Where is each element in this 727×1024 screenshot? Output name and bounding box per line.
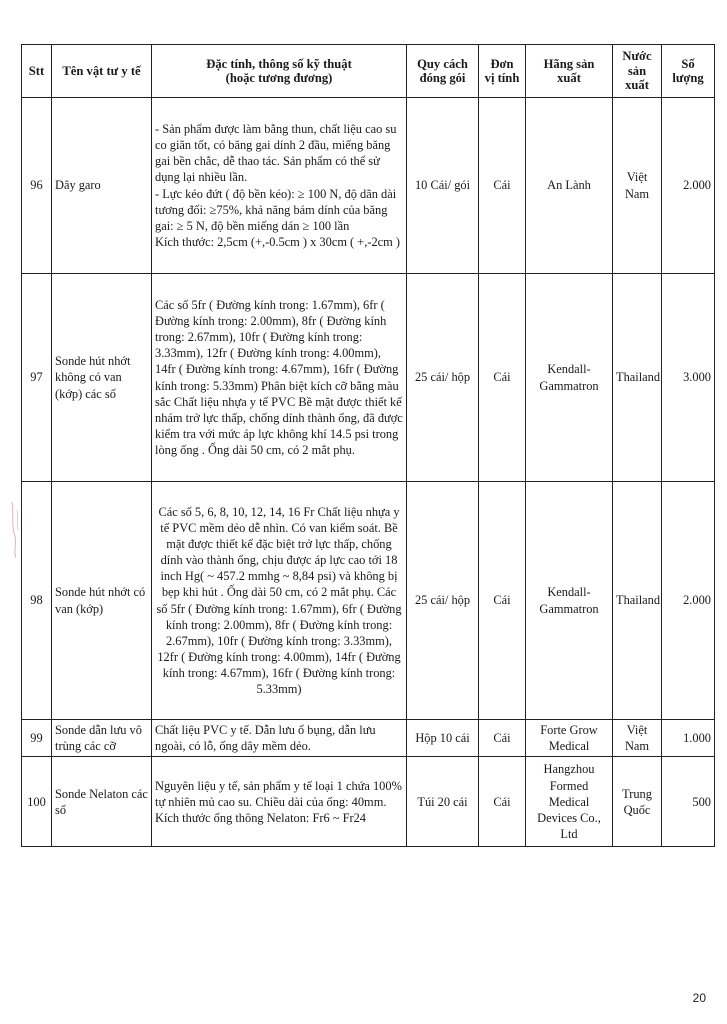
cell-country: Trung Quốc (613, 757, 662, 847)
cell-spec: Các số 5fr ( Đường kính trong: 1.67mm), 6fr ( Đường kính trong: 2.00mm), 8fr ( Đường kính trong: 2.67mm), 10fr ( Đường kính trong: 3.33mm), 12fr ( Đường kính trong: 4.00mm), 14fr ( Đường kính trong: 4.67mm), 16fr ( Đường kính trong: 5.33mm) Phân biệt kích cỡ bằng màu sắc Chất liệu nhựa y tế PVC Bề mặt được thiết kế nhám trở lực thấp, chống dính thành ống, đã được kiểm tra với mức áp lực không khí 14.5 psi trong lòng ống . Ống dài 50 cm, có 2 mắt phụ. (152, 274, 407, 482)
cell-maker: Hangzhou Formed Medical Devices Co., Ltd (526, 757, 613, 847)
cell-country: Việt Nam (613, 720, 662, 757)
cell-qty: 1.000 (662, 720, 715, 757)
header-stt: Stt (22, 45, 52, 98)
cell-qty: 3.000 (662, 274, 715, 482)
cell-country: Thailand (613, 274, 662, 482)
stamp-mark-icon (8, 500, 22, 560)
cell-qty: 500 (662, 757, 715, 847)
page-number: 20 (692, 991, 706, 1005)
cell-qty: 2.000 (662, 98, 715, 274)
equipment-spec-table (21, 44, 715, 847)
cell-pack: 25 cái/ hộp (407, 482, 479, 720)
cell-name: Sonde Nelaton các số (52, 757, 152, 847)
cell-stt: 99 (22, 720, 52, 757)
cell-country: Thailand (613, 482, 662, 720)
cell-maker: Forte Grow Medical (526, 720, 613, 757)
cell-spec: - Sản phẩm được làm bằng thun, chất liệu cao su co giãn tốt, có băng gai dính 2 đầu, miếng băng gai bền chắc, dễ thao tác. Sản phẩm có thể sử dụng lại nhiều lần. - Lực kéo đứt ( độ bền kéo): ≥ 100 N, độ dãn dài tương đối: ≥75%, khả năng bám dính của băng gai: ≥ 5 N, độ bền miếng dán ≥ 100 lần Kích thước: 2,5cm (+,-0.5cm ) x 30cm ( +,-2cm ) (152, 98, 407, 274)
cell-unit: Cái (479, 757, 526, 847)
cell-unit: Cái (479, 98, 526, 274)
cell-country: Việt Nam (613, 98, 662, 274)
cell-maker: Kendall-Gammatron (526, 274, 613, 482)
cell-unit: Cái (479, 274, 526, 482)
cell-qty: 2.000 (662, 482, 715, 720)
cell-pack: Hộp 10 cái (407, 720, 479, 757)
table-row (22, 482, 715, 720)
cell-name: Sonde dẫn lưu vô trùng các cỡ (52, 720, 152, 757)
header-spec: Đặc tính, thông số kỹ thuật (hoặc tương đương) (152, 45, 407, 98)
cell-maker: Kendall-Gammatron (526, 482, 613, 720)
cell-pack: 25 cái/ hộp (407, 274, 479, 482)
cell-spec: Chất liệu PVC y tế. Dẫn lưu ổ bụng, dẫn lưu ngoài, có lỗ, ống dây mềm dẻo. (152, 720, 407, 757)
cell-maker: An Lành (526, 98, 613, 274)
header-pack: Quy cách đóng gói (407, 45, 479, 98)
cell-name: Sonde hút nhớt không có van (kớp) các số (52, 274, 152, 482)
cell-spec: Các số 5, 6, 8, 10, 12, 14, 16 Fr Chất liệu nhựa y tế PVC mềm dẻo dễ nhìn. Có van kiểm soát. Bề mặt được thiết kế đặc biệt trở lực thấp, chống dính vào thành ống, chịu được áp lực cao tới 18 inch Hg( ~ 457.2 mmhg ~ 8,84 psi) và không bị bẹp khi hút . Ống dài 50 cm, có 2 mắt phụ. Các số 5fr ( Đường kính trong: 1.67mm), 6fr ( Đường kính trong: 2.00mm), 8fr ( Đường kính trong: 2.67mm), 10fr ( Đường kính trong: 3.33mm), 12fr ( Đường kính trong: 4.00mm), 14fr ( Đường kính trong: 4.67mm), 16fr ( Đường kính trong: 5.33mm) (152, 482, 407, 720)
cell-pack: Túi 20 cái (407, 757, 479, 847)
table-header-row (22, 45, 715, 98)
table-row (22, 98, 715, 274)
cell-stt: 98 (22, 482, 52, 720)
header-maker: Hãng sản xuất (526, 45, 613, 98)
cell-spec: Nguyên liệu y tế, sản phẩm y tế loại 1 chứa 100% tự nhiên mủ cao su. Chiều dài của ống: 40mm. Kích thước ống thông Nelaton: Fr6 ~ Fr24 (152, 757, 407, 847)
cell-name: Dây garo (52, 98, 152, 274)
header-qty: Số lượng (662, 45, 715, 98)
cell-stt: 100 (22, 757, 52, 847)
table-row (22, 720, 715, 757)
table-row (22, 757, 715, 847)
header-country: Nước sản xuất (613, 45, 662, 98)
table-row (22, 274, 715, 482)
cell-unit: Cái (479, 482, 526, 720)
cell-stt: 97 (22, 274, 52, 482)
cell-stt: 96 (22, 98, 52, 274)
cell-unit: Cái (479, 720, 526, 757)
header-unit: Đơn vị tính (479, 45, 526, 98)
header-name: Tên vật tư y tế (52, 45, 152, 98)
cell-pack: 10 Cái/ gói (407, 98, 479, 274)
cell-name: Sonde hút nhớt có van (kớp) (52, 482, 152, 720)
